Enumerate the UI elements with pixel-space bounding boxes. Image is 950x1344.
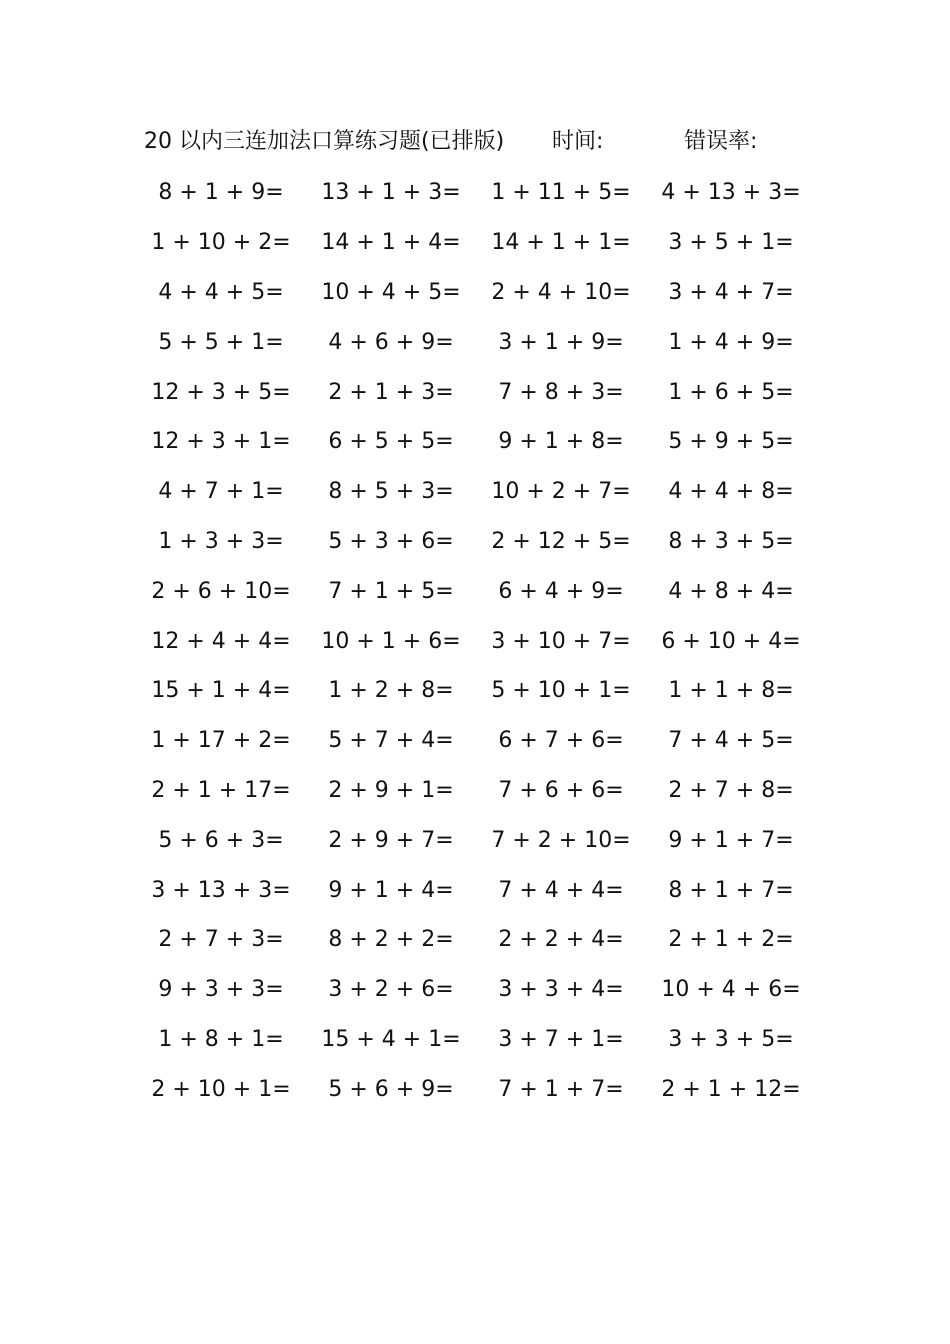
problem-item: 5 + 7 + 4= (328, 728, 454, 754)
problem-item: 2 + 12 + 5= (491, 528, 631, 554)
problem-item: 2 + 9 + 1= (328, 777, 454, 803)
problem-item: 9 + 1 + 4= (328, 877, 454, 903)
problem-row (136, 616, 816, 666)
problem-row (136, 965, 816, 1015)
error-rate-label: 错误率: (684, 129, 758, 154)
problem-item: 1 + 4 + 9= (668, 329, 794, 355)
problem-item: 2 + 10 + 1= (151, 1076, 291, 1102)
problem-item: 8 + 2 + 2= (328, 927, 454, 953)
problem-item: 7 + 4 + 4= (498, 877, 624, 903)
problem-item: 8 + 3 + 5= (668, 528, 794, 554)
problem-row (136, 168, 816, 218)
problem-item: 1 + 17 + 2= (151, 728, 291, 754)
problem-item: 1 + 6 + 5= (668, 379, 794, 405)
problem-item: 2 + 9 + 7= (328, 827, 454, 853)
problem-item: 2 + 7 + 3= (158, 927, 284, 953)
problem-item: 4 + 8 + 4= (668, 578, 794, 604)
problem-row (136, 666, 816, 716)
problem-row (136, 367, 816, 417)
problem-item: 6 + 10 + 4= (661, 628, 801, 654)
problem-item: 12 + 3 + 5= (151, 379, 291, 405)
problem-item: 1 + 2 + 8= (328, 678, 454, 704)
problem-item: 12 + 3 + 1= (151, 429, 291, 455)
problem-item: 6 + 7 + 6= (498, 728, 624, 754)
problem-item: 1 + 3 + 3= (158, 528, 284, 554)
problem-item: 7 + 6 + 6= (498, 777, 624, 803)
problem-item: 9 + 3 + 3= (158, 977, 284, 1003)
problem-item: 5 + 3 + 6= (328, 528, 454, 554)
problem-item: 9 + 1 + 8= (498, 429, 624, 455)
problem-item: 10 + 2 + 7= (491, 479, 631, 505)
problem-item: 7 + 1 + 7= (498, 1076, 624, 1102)
problem-item: 4 + 6 + 9= (328, 329, 454, 355)
problem-item: 5 + 6 + 9= (328, 1076, 454, 1102)
problem-item: 4 + 7 + 1= (158, 479, 284, 505)
problem-row (136, 1064, 816, 1114)
problem-item: 14 + 1 + 4= (321, 230, 461, 256)
problem-item: 3 + 3 + 4= (498, 977, 624, 1003)
problem-row (136, 915, 816, 965)
problem-item: 3 + 2 + 6= (328, 977, 454, 1003)
problem-item: 15 + 1 + 4= (151, 678, 291, 704)
problem-item: 1 + 8 + 1= (158, 1026, 284, 1052)
problem-grid (136, 168, 816, 1114)
problem-item: 7 + 2 + 10= (491, 827, 631, 853)
problem-item: 15 + 4 + 1= (321, 1026, 461, 1052)
problem-item: 3 + 7 + 1= (498, 1026, 624, 1052)
problem-row (136, 865, 816, 915)
problem-row (136, 1015, 816, 1065)
problem-item: 2 + 6 + 10= (151, 578, 291, 604)
problem-item: 2 + 1 + 12= (661, 1076, 801, 1102)
problem-row (136, 417, 816, 467)
problem-item: 12 + 4 + 4= (151, 628, 291, 654)
problem-row (136, 317, 816, 367)
problem-item: 2 + 7 + 8= (668, 777, 794, 803)
problem-item: 10 + 1 + 6= (321, 628, 461, 654)
problem-item: 3 + 4 + 7= (668, 279, 794, 305)
problem-item: 14 + 1 + 1= (491, 230, 631, 256)
problem-item: 1 + 10 + 2= (151, 230, 291, 256)
problem-item: 6 + 5 + 5= (328, 429, 454, 455)
problem-item: 8 + 1 + 7= (668, 877, 794, 903)
problem-row (136, 268, 816, 318)
problem-item: 6 + 4 + 9= (498, 578, 624, 604)
problem-item: 8 + 1 + 9= (158, 180, 284, 206)
problem-item: 8 + 5 + 3= (328, 479, 454, 505)
problem-item: 2 + 2 + 4= (498, 927, 624, 953)
problem-item: 7 + 4 + 5= (668, 728, 794, 754)
problem-item: 5 + 6 + 3= (158, 827, 284, 853)
problem-item: 3 + 1 + 9= (498, 329, 624, 355)
problem-item: 4 + 4 + 5= (158, 279, 284, 305)
problem-item: 7 + 1 + 5= (328, 578, 454, 604)
problem-item: 2 + 4 + 10= (491, 279, 631, 305)
problem-row (136, 218, 816, 268)
problem-item: 2 + 1 + 2= (668, 927, 794, 953)
problem-item: 4 + 4 + 8= (668, 479, 794, 505)
problem-item: 3 + 10 + 7= (491, 628, 631, 654)
problem-item: 5 + 5 + 1= (158, 329, 284, 355)
problem-row (136, 815, 816, 865)
problem-item: 5 + 9 + 5= (668, 429, 794, 455)
problem-item: 1 + 11 + 5= (491, 180, 631, 206)
problem-row (136, 517, 816, 567)
problem-row (136, 716, 816, 766)
problem-item: 3 + 5 + 1= (668, 230, 794, 256)
problem-item: 3 + 3 + 5= (668, 1026, 794, 1052)
problem-item: 3 + 13 + 3= (151, 877, 291, 903)
problem-item: 10 + 4 + 6= (661, 977, 801, 1003)
problem-item: 13 + 1 + 3= (321, 180, 461, 206)
worksheet-title: 20 以内三连加法口算练习题(已排版) (144, 129, 505, 154)
time-label: 时间: (552, 129, 604, 154)
problem-item: 10 + 4 + 5= (321, 279, 461, 305)
worksheet-header (144, 124, 784, 160)
problem-item: 7 + 8 + 3= (498, 379, 624, 405)
problem-item: 1 + 1 + 8= (668, 678, 794, 704)
problem-row (136, 766, 816, 816)
problem-item: 4 + 13 + 3= (661, 180, 801, 206)
problem-row (136, 467, 816, 517)
problem-item: 2 + 1 + 17= (151, 777, 291, 803)
problem-row (136, 566, 816, 616)
problem-item: 5 + 10 + 1= (491, 678, 631, 704)
problem-item: 9 + 1 + 7= (668, 827, 794, 853)
problem-item: 2 + 1 + 3= (328, 379, 454, 405)
